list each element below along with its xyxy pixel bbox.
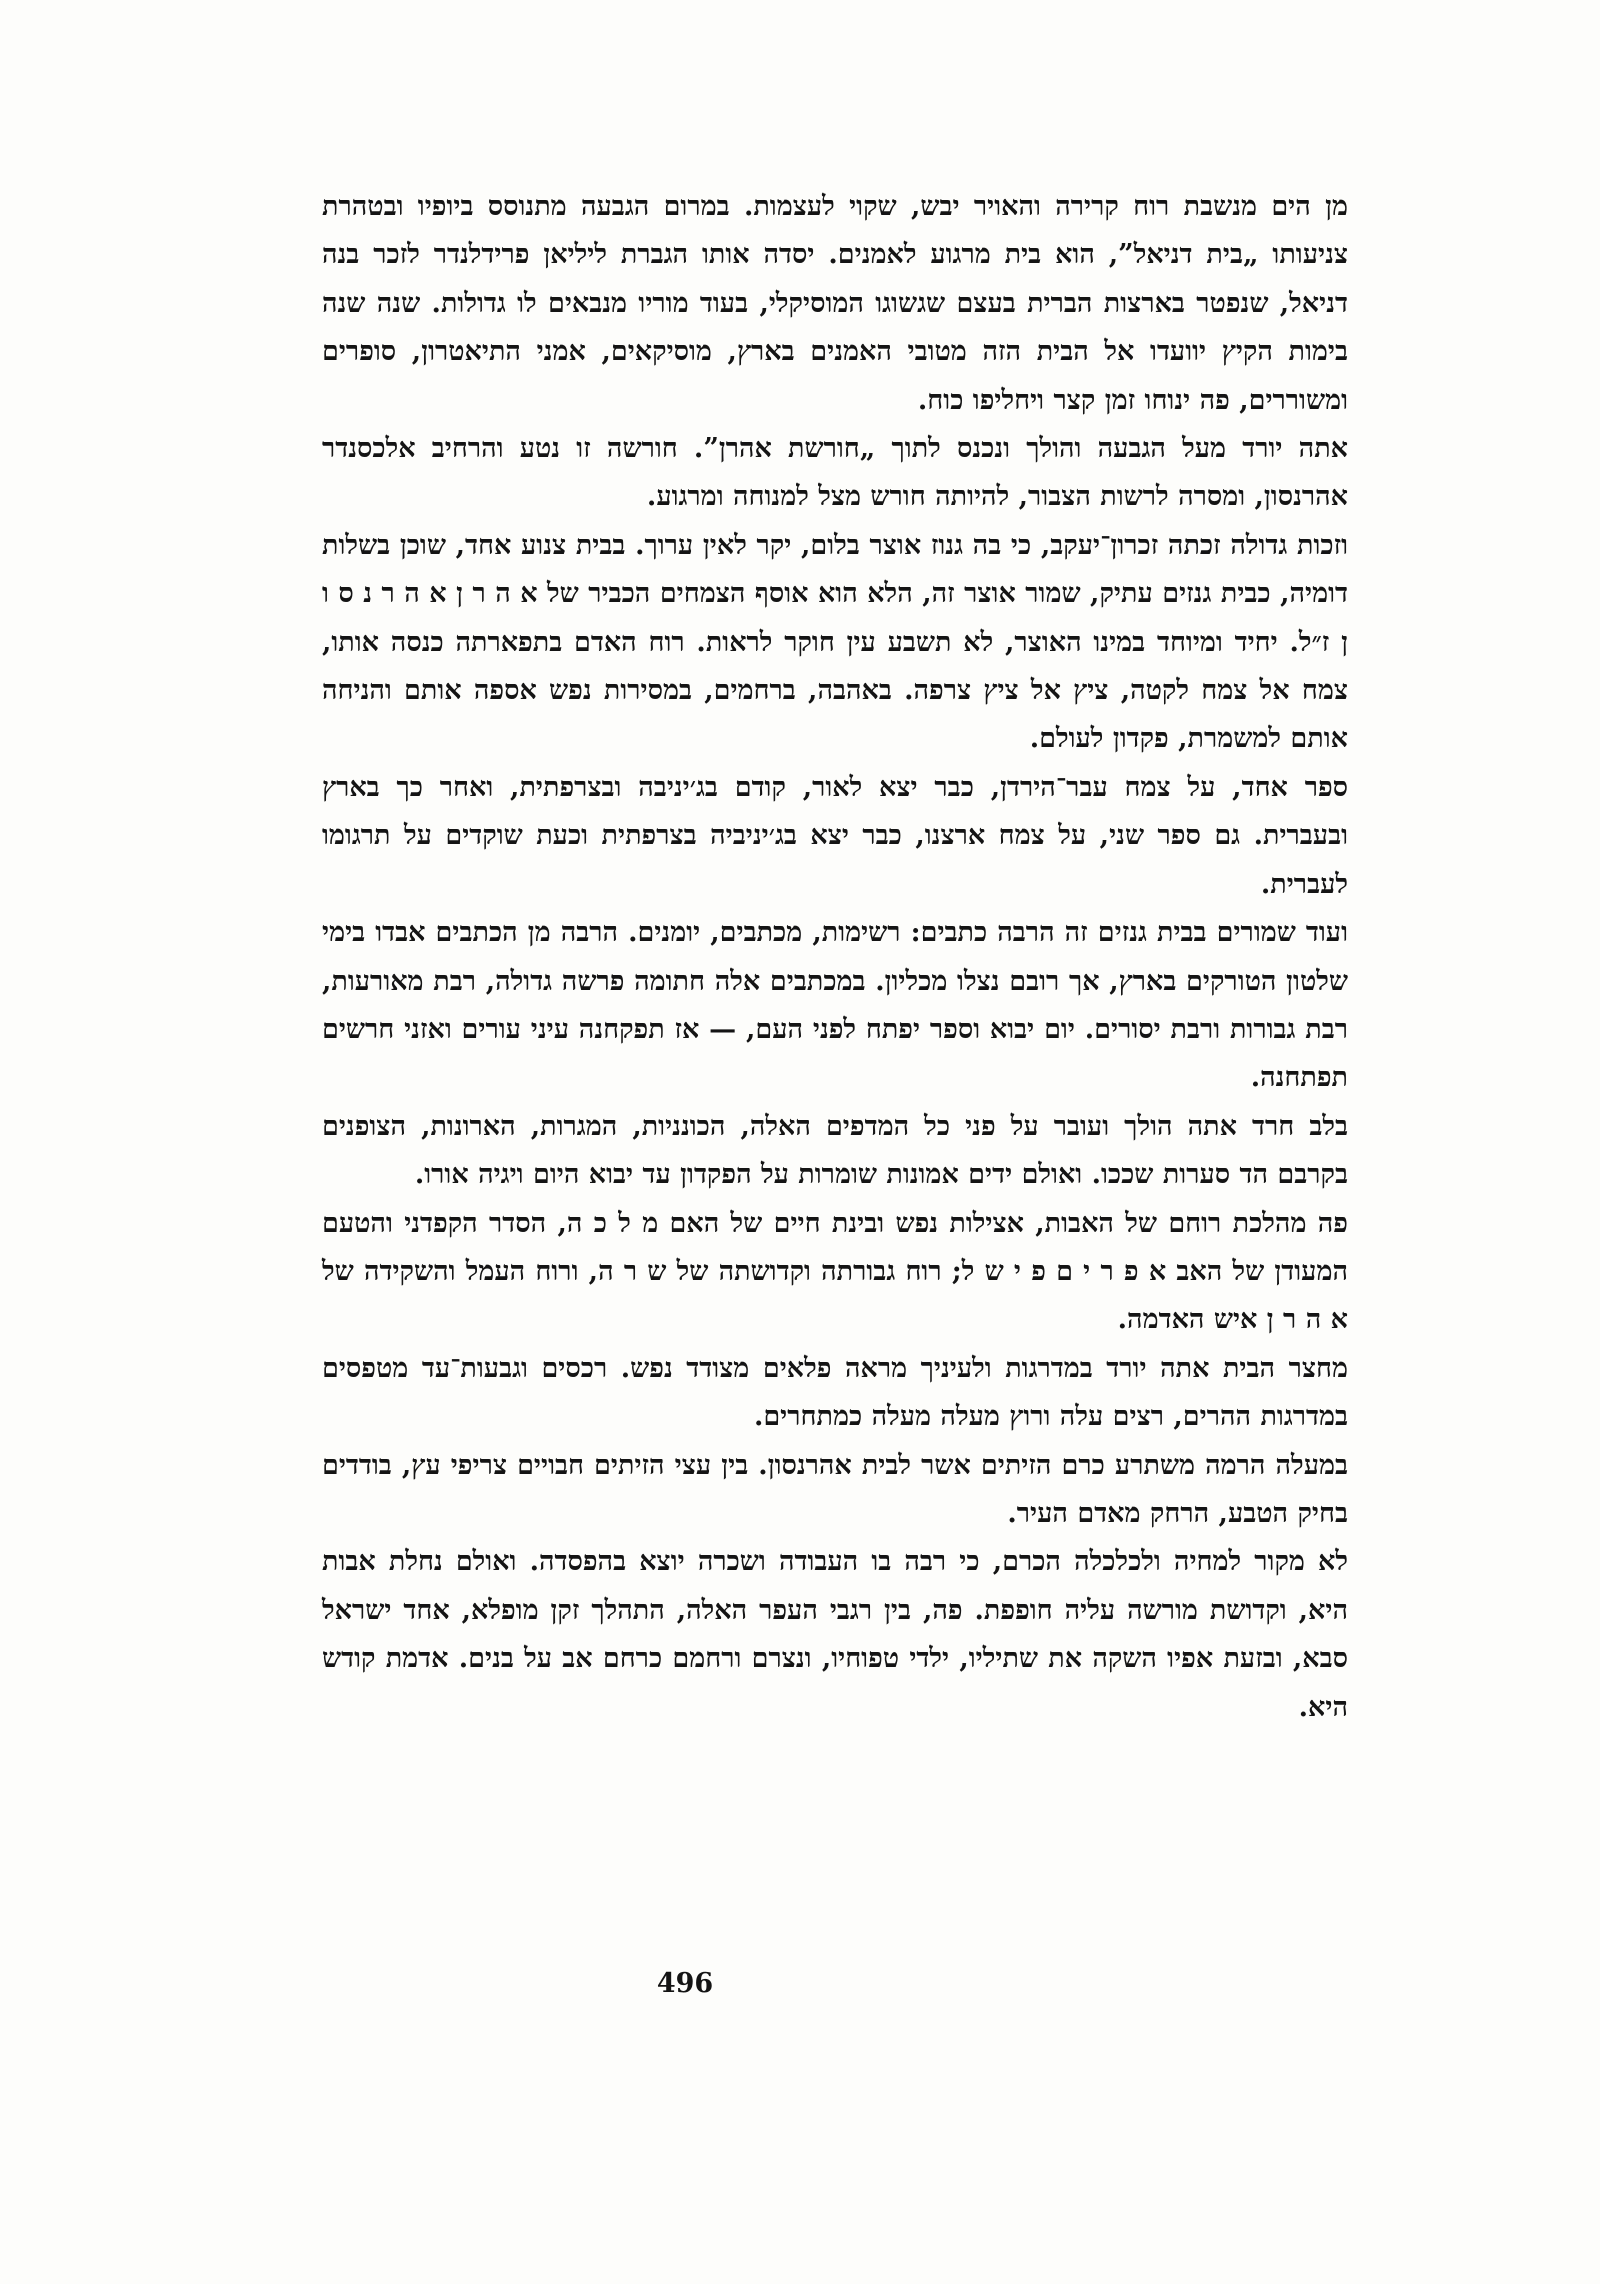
paragraph: פה מהלכת רוחם של האבות, אצילות נפש ובינת חיים של האם מ ל כ ה, הסדר הקפדני והטעם המעודן של האב א פ ר י ם פ י ש ל; רוח גבורתה וקדושתה של ש ר ה, ורוח העמל והשקידה של א ה ר ן איש האדמה. — [322, 1207, 1348, 1336]
paragraph: מחצר הבית אתה יורד במדרגות ולעיניך מראה פלאים מצודד נפש. רכסים וגבעות־עד מטפסים במדרגות ההרים, רצים עלה ורוץ מעלה מעלה כמתחרים. — [322, 1352, 1348, 1433]
paragraph: ספר אחד, על צמח עבר־הירדן, כבר יצא לאור, קודם בג׳יניבה ובצרפתית, ואחר כך בארץ ובעברית. גם ספר שני, על צמח ארצנו, כבר יצא בג׳יניביה בצרפתית וכעת שוקדים על תרגומו לעברית. — [322, 771, 1348, 900]
body-text — [322, 183, 1348, 1732]
paragraph: בלב חרד אתה הולך ועובר על פני כל המדפים האלה, הכונניות, המגרות, הארונות, הצופנים בקרבם הד סערות שככו. ואולם ידים אמונות שומרות על הפקדון עד יבוא היום ויגיה אורו. — [322, 1110, 1348, 1191]
paragraph: אתה יורד מעל הגבעה והולך ונכנס לתוך „חורשת אהרן”. חורשה זו נטע והרחיב אלכסנדר אהרנסון, ומסרה לרשות הצבור, להיותה חורש מצל למנוחה ומרגוע. — [322, 433, 1348, 513]
paragraph: מן הים מנשבת רוח קרירה והאויר יבש, שקוי לעצמות. במרום הגבעה מתנוסס ביופיו ובטהרת צניעותו „בית דניאל”, הוא בית מרגוע לאמנים. יסדה אותו הגברת ליליאן פרידלנדר לזכר בנה דניאל, שנפטר בארצות הברית בעצם שגשוגו המוסיקלי, בעוד מוריו מנבאים לו גדולות. שנה שנה בימות הקיץ יוועדו אל הבית הזה מטובי האמנים בארץ, מוסיקאים, אמני התיאטרון, סופרים ומשוררים, פה ינוחו זמן קצר ויחליפו כוח. — [322, 191, 1348, 416]
paragraph: ועוד שמורים בבית גנזים זה הרבה כתבים: רשימות, מכתבים, יומנים. הרבה מן הכתבים אבדו בימי שלטון הטורקים בארץ, אך רובם נצלו מכליון. במכתבים אלה חתומה פרשה גדולה, רבת מאורעות, רבת גבורות ורבת יסורים. יום יבוא וספר יפתח לפני העם, — אז תפקחנה עיני עורים ואזני חרשים תפתחנה. — [322, 917, 1348, 1094]
paragraph: וזכות גדולה זכתה זכרון־יעקב, כי בה גנוז אוצר בלום, יקר לאין ערוך. בבית צנוע אחד, שוכן בשלות דומיה, כבית גנזים עתיק, שמור אוצר זה, הלא הוא אוסף הצמחים הכביר של א ה ר ן א ה ר נ ס ו ן ז״ל. יחיד ומיוחד במינו האוצר, לא תשבע עין חוקר לראות. רוח האדם בתפארתה כנסה אותו, צמח אל צמח לקטה, ציץ אל ציץ צרפה. באהבה, ברחמים, במסירות נפש אספה אותם והניחה אותם למשמרת, פקדון לעולם. — [322, 529, 1348, 755]
paragraph: במעלה הרמה משתרע כרם הזיתים אשר לבית אהרנסון. בין עצי הזיתים חבויים צריפי עץ, בודדים בחיק הטבע, הרחק מאדם העיר. — [322, 1449, 1348, 1529]
page-number: 496 — [656, 1968, 714, 1999]
paragraph: לא מקור למחיה ולכלכלה הכרם, כי רבה בו העבודה ושכרה יוצא בהפסדה. ואולם נחלת אבות היא, וקדושת מורשה עליה חופפת. פה, בין רגבי העפר האלה, התהלך זקן מופלא, אחד ישראל סבא, ובזעת אפיו השקה את שתיליו, ילדי טפוחיו, ונצרם ורחמם כרחם אב על בנים. אדמת קודש היא. — [322, 1546, 1348, 1723]
